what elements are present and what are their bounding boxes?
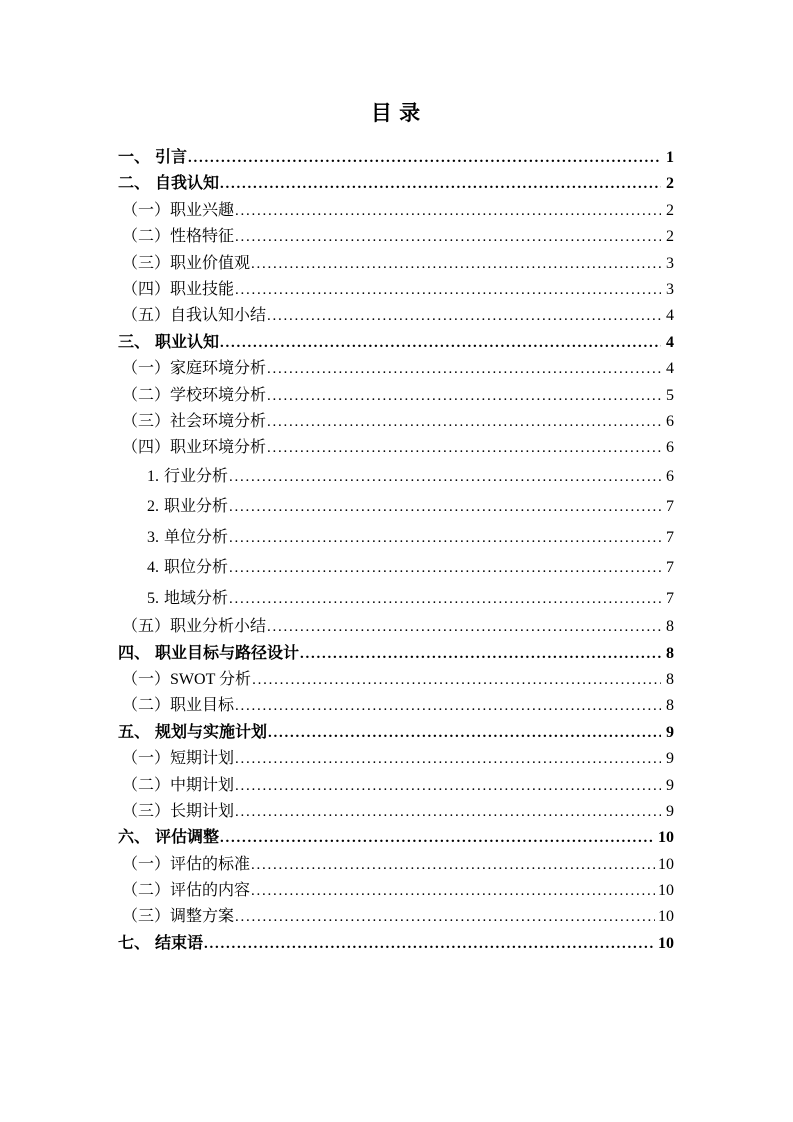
toc-entry-label: 引言 <box>155 149 188 166</box>
dot-leader <box>220 825 655 851</box>
dot-leader <box>220 171 661 197</box>
toc-entry[interactable] <box>118 523 674 554</box>
toc-entry[interactable] <box>118 553 674 584</box>
toc-page-number: 10 <box>658 882 674 900</box>
toc-entry[interactable] <box>118 693 674 719</box>
toc-entry-label: 社会环境分析 <box>170 412 267 430</box>
dot-leader <box>267 356 661 382</box>
toc-entry-number: 五、 <box>118 723 151 741</box>
toc-page-number: 4 <box>666 360 674 378</box>
toc-entry-number: 二、 <box>118 175 151 193</box>
toc-entry-label: 中期计划 <box>170 776 235 794</box>
toc-entry-number: （二） <box>122 697 171 715</box>
toc-entry-label: 学校环境分析 <box>170 386 267 404</box>
dot-leader <box>300 641 661 667</box>
dot-leader <box>268 720 661 746</box>
toc-entry[interactable] <box>118 171 674 197</box>
dot-leader <box>235 277 661 303</box>
toc-page-number: 9 <box>666 776 674 794</box>
toc-entry-number: （一） <box>122 360 171 378</box>
toc-page-number: 4 <box>666 333 674 351</box>
toc-entry-number: 5. <box>147 589 159 607</box>
toc-entry-number: （一） <box>122 750 171 768</box>
dot-leader <box>235 904 655 930</box>
toc-entry-label: 职业分析 <box>164 498 229 516</box>
dot-leader <box>267 435 661 461</box>
toc-entry-label: 职位分析 <box>164 559 229 577</box>
toc-page-number: 3 <box>666 280 674 298</box>
toc-entry-number: 3. <box>147 528 159 546</box>
toc-entry-number: （二） <box>122 228 171 246</box>
toc-entry-number: （五） <box>122 618 171 636</box>
toc-page-number: 4 <box>666 307 674 325</box>
toc-entry-label: 职业环境分析 <box>170 439 267 457</box>
toc-page-number: 9 <box>666 750 674 768</box>
toc-entry-number: （一） <box>122 201 171 219</box>
toc-entry[interactable] <box>118 303 674 329</box>
toc-entry-label: 评估的内容 <box>170 882 251 900</box>
toc-entry-number: （四） <box>122 280 171 298</box>
toc-entry-label: 职业技能 <box>170 280 235 298</box>
toc-page-number: 8 <box>666 644 674 662</box>
toc-entry[interactable] <box>118 614 674 640</box>
toc-entry[interactable] <box>118 667 674 693</box>
toc-entry[interactable] <box>118 720 674 746</box>
toc-entry[interactable] <box>118 931 674 957</box>
toc-entry[interactable] <box>118 409 674 435</box>
toc-entry-label: 自我认知小结 <box>170 307 267 325</box>
dot-leader <box>267 614 661 640</box>
toc-entry-label: 结束语 <box>155 934 204 952</box>
toc-entry[interactable] <box>118 435 674 461</box>
toc-entry-label: 地域分析 <box>164 589 229 607</box>
dot-leader <box>267 303 661 329</box>
toc-page-number: 7 <box>666 528 674 546</box>
toc-entry[interactable] <box>118 746 674 772</box>
toc-entry-number: 六、 <box>118 829 151 847</box>
toc-entry-number: 4. <box>147 559 159 577</box>
toc-entry-number: （三） <box>122 802 171 820</box>
toc-page-number: 8 <box>666 618 674 636</box>
toc-entry-number: 一、 <box>118 149 151 166</box>
toc-entry[interactable] <box>118 251 674 277</box>
toc-page-number: 1 <box>666 149 674 166</box>
toc-entry[interactable] <box>118 198 674 224</box>
toc-entry-label: 长期计划 <box>170 802 235 820</box>
toc-entry-number: 1. <box>147 467 159 485</box>
toc-entry[interactable] <box>118 641 674 667</box>
toc-entry-number: （四） <box>122 439 171 457</box>
page-title: 目 录 <box>370 101 422 125</box>
toc-page-number: 6 <box>666 412 674 430</box>
toc-page-number: 10 <box>658 908 674 926</box>
dot-leader <box>235 224 661 250</box>
toc-page-number: 6 <box>666 439 674 457</box>
dot-leader <box>235 746 661 772</box>
toc-entry[interactable] <box>118 224 674 250</box>
dot-leader <box>235 773 661 799</box>
toc-page-number: 10 <box>658 855 674 873</box>
toc-entry-number: （三） <box>122 254 171 272</box>
toc-page-number: 7 <box>666 559 674 577</box>
toc-entry[interactable] <box>118 773 674 799</box>
toc-entry[interactable] <box>118 492 674 523</box>
toc-entry-number: （二） <box>122 882 171 900</box>
toc-entry-label: 职业兴趣 <box>170 201 235 219</box>
toc-page-number: 8 <box>666 670 674 688</box>
toc-entry[interactable] <box>118 277 674 303</box>
toc-page-number: 7 <box>666 498 674 516</box>
toc-page-number: 6 <box>666 467 674 485</box>
dot-leader <box>235 693 661 719</box>
toc-entry-label: 规划与实施计划 <box>155 723 268 741</box>
toc-entry[interactable] <box>118 799 674 825</box>
toc-page-number: 10 <box>658 829 674 847</box>
toc-entry[interactable] <box>118 852 674 878</box>
toc-entry[interactable] <box>118 904 674 930</box>
toc-content <box>118 98 674 957</box>
toc-entry-label: 单位分析 <box>164 528 229 546</box>
toc-entry-label: 评估的标准 <box>170 855 251 873</box>
toc-entry[interactable] <box>118 356 674 382</box>
toc-entry-label: 家庭环境分析 <box>170 360 267 378</box>
toc-entry[interactable] <box>118 383 674 409</box>
toc-entry-number: 七、 <box>118 934 151 952</box>
toc-entry-label: 性格特征 <box>170 228 235 246</box>
toc-entry-label: 评估调整 <box>155 829 220 847</box>
toc-entry-number: （二） <box>122 386 171 404</box>
toc-page-number: 10 <box>658 934 674 952</box>
toc-entry-label: 职业目标 <box>170 697 235 715</box>
toc-entry-number: 2. <box>147 498 159 516</box>
toc-entry-number: （三） <box>122 412 171 430</box>
dot-leader <box>251 878 655 904</box>
dot-leader <box>229 584 661 615</box>
dot-leader <box>229 553 661 584</box>
dot-leader <box>229 462 661 493</box>
dot-leader <box>267 383 661 409</box>
toc-entry-label: 职业认知 <box>155 333 220 351</box>
dot-leader <box>204 931 655 957</box>
toc-entry-label: 行业分析 <box>164 467 229 485</box>
toc-entry-label: 调整方案 <box>170 908 235 926</box>
dot-leader <box>229 523 661 554</box>
toc-entry[interactable] <box>118 584 674 615</box>
toc-page-number: 8 <box>666 697 674 715</box>
toc-entry-number: （五） <box>122 307 171 325</box>
dot-leader <box>252 667 661 693</box>
dot-leader <box>188 145 661 171</box>
toc-entry[interactable] <box>118 330 674 356</box>
toc-page-number: 5 <box>666 386 674 404</box>
toc-page-number: 2 <box>666 201 674 219</box>
toc-entry[interactable] <box>118 462 674 493</box>
toc-entry-label: 自我认知 <box>155 175 220 193</box>
toc-entry[interactable] <box>118 878 674 904</box>
toc-page-number: 7 <box>666 589 674 607</box>
dot-leader <box>251 251 661 277</box>
toc-entry-label: 短期计划 <box>170 750 235 768</box>
toc-entry-number: 四、 <box>118 644 151 662</box>
toc-entry-number: （二） <box>122 776 171 794</box>
toc-entry[interactable] <box>118 825 674 851</box>
toc-list <box>118 145 674 957</box>
toc-page-number: 9 <box>666 723 674 741</box>
toc-page-number: 2 <box>666 175 674 193</box>
dot-leader <box>235 799 661 825</box>
dot-leader <box>267 409 661 435</box>
toc-entry-number: （三） <box>122 908 171 926</box>
dot-leader <box>220 330 661 356</box>
toc-entry-label: SWOT 分析 <box>170 670 252 688</box>
dot-leader <box>229 492 661 523</box>
toc-page-number: 2 <box>666 228 674 246</box>
toc-entry-number: 三、 <box>118 333 151 351</box>
dot-leader <box>251 852 655 878</box>
toc-page-number: 3 <box>666 254 674 272</box>
dot-leader <box>235 198 661 224</box>
toc-entry-number: （一） <box>122 855 171 873</box>
toc-entry-number: （一） <box>122 670 171 688</box>
toc-entry[interactable] <box>118 145 674 171</box>
toc-entry-label: 职业目标与路径设计 <box>155 644 300 662</box>
toc-entry-label: 职业分析小结 <box>170 618 267 636</box>
toc-entry-label: 职业价值观 <box>170 254 251 272</box>
toc-page-number: 9 <box>666 802 674 820</box>
